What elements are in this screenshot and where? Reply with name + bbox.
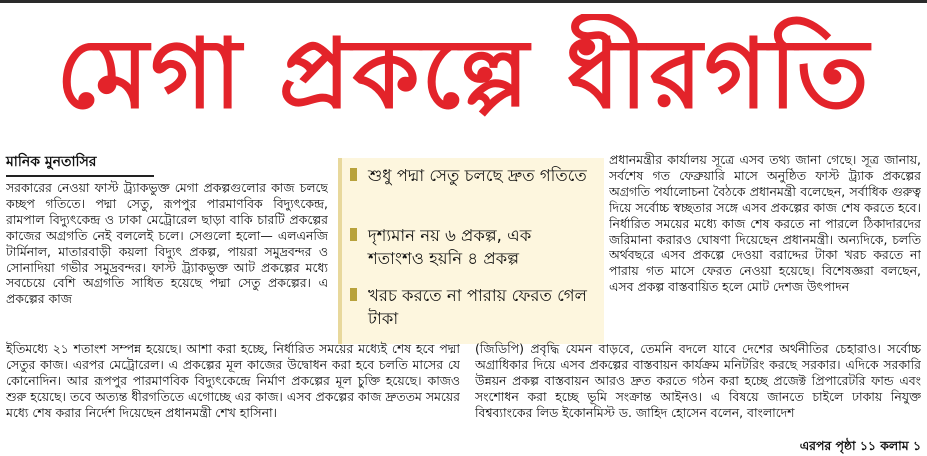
bullet-icon bbox=[350, 288, 357, 301]
article-paragraph-bottom-left: ইতিমধ্যে ২১ শতাংশ সম্পন্ন হয়েছে। আশা করা হচ্ছে, নির্ধারিত সময়ের মধ্যেই শেষ হবে পদ্মা সেতুর কাজ। এরপর মেট্রোরেল। এ প্রকল্পের মূল কাজের উদ্বোধন করা হবে চলতি মাসের যে কোনোদিন। আর রূপপুর পারমাণবিক বিদ্যুৎকেন্দ্রে নির্মাণ প্রকল্পের মূল চুক্তি হয়েছে। কাজও শুরু হয়েছে। তবে অত্যন্ত ধীরগতিতে এগোচ্ছে এর কাজ। এসব প্রকল্পের কাজ দ্রুততম সময়ের মধ্যে শেষ করার নির্দেশ দিয়েছেন প্রধানমন্ত্রী শেখ হাসিনা। bbox=[6, 341, 460, 420]
byline-underline bbox=[6, 175, 154, 177]
headline: মেগা প্রকল্পে ধীরগতি bbox=[56, 18, 871, 130]
highlight-text: শুধু পদ্মা সেতু চলছে দ্রুত গতিতে bbox=[368, 166, 587, 185]
top-rule bbox=[0, 0, 927, 3]
article-paragraph-left: সরকারের নেওয়া ফাস্ট ট্র্যাকভুক্ত মেগা প্রকল্পগুলোর কাজ চলছে কচ্ছপ গতিতে। পদ্মা সেতু, রূপপুর পারমাণবিক বিদ্যুৎকেন্দ্র, রামপাল বিদ্যুৎকেন্দ্র ও ঢাকা মেট্রোরেল ছাড়া বাকি চারটি প্রকল্পের কাজের অগ্রগতি নেই বললেই চলে। সেগুলো হলো— এলএনজি টার্মিনাল, মাতারবাড়ী কয়লা বিদ্যুৎ প্রকল্প, পায়রা সমুদ্রবন্দর ও সোনাদিয়া গভীর সমুদ্রবন্দর। ফাস্ট ট্র্যাকভুক্ত আট প্রকল্পের মধ্যে সবচেয়ে বেশি অগ্রগতি সাধিত হয়েছে পদ্মা সেতু প্রকল্পের। এ প্রকল্পের কাজ bbox=[6, 180, 328, 307]
article-paragraph-bottom-right: (জিডিপি) প্রবৃদ্ধি যেমন বাড়বে, তেমনি বদলে যাবে দেশের অর্থনীতির চেহারাও। সর্বোচ্চ অগ্রাধিকার দিয়ে এসব প্রকল্পের বাস্তবায়ন কার্যক্রম মনিটরিং করছে সরকার। এদিকে সরকারি উন্নয়ন প্রকল্প বাস্তবায়ন আরও দ্রুত করতে গঠন করা হচ্ছে প্রজেক্ট প্রিপারেটরি ফান্ড এবং সংশোধন করা হচ্ছে ভূমি সংক্রান্ত আইনও। এ বিষয়ে জানতে চাইলে ঢাকায় নিযুক্ত বিশ্বব্যাংকের লিড ইকোনমিস্ট ড. জাহিদ হোসেন বলেন, বাংলাদেশ bbox=[475, 341, 921, 420]
bullet-icon bbox=[350, 168, 357, 181]
highlight-text: দৃশ্যমান নয় ৬ প্রকল্প, এক শতাংশও হয়নি ৪ প্রকল্প bbox=[368, 226, 532, 268]
byline-author: মানিক মুনতাসির bbox=[6, 154, 97, 170]
article-paragraph-right: প্রধানমন্ত্রীর কার্যালয় সূত্রে এসব তথ্য জানা গেছে। সূত্র জানায়, সর্বশেষ গত ফেব্রুয়ারি মাসে অনুষ্ঠিত ফাস্ট ট্র্যাক প্রকল্পের অগ্রগতি পর্যালোচনা বৈঠকে প্রধানমন্ত্রী বলেছেন, সর্বাধিক গুরুত্ব দিয়ে সর্বোচ্চ স্বচ্ছতার সঙ্গে এসব প্রকল্পের কাজ শেষ করতে হবে। নির্ধারিত সময়ের মধ্যে কাজ শেষ করতে না পারলে ঠিকাদারদের জরিমানা করারও ঘোষণা দিয়েছেন প্রধানমন্ত্রী। অন্যদিকে, চলতি অর্থবছরে এসব প্রকল্পে দেওয়া বরাদ্দের টাকা খরচ করতে না পারায় গত মাসে ফেরত নেওয়া হয়েছে। বিশেষজ্ঞরা বলছেন, এসব প্রকল্প বাস্তবায়িত হলে মোট দেশজ উৎপাদন bbox=[609, 152, 921, 295]
highlights-box bbox=[338, 158, 604, 344]
bullet-icon bbox=[350, 228, 357, 241]
continuation-link[interactable]: এরপর পৃষ্ঠা ১১ কলাম ১ bbox=[778, 438, 921, 454]
highlight-text: খরচ করতে না পারায় ফেরত গেল টাকা bbox=[368, 286, 587, 328]
